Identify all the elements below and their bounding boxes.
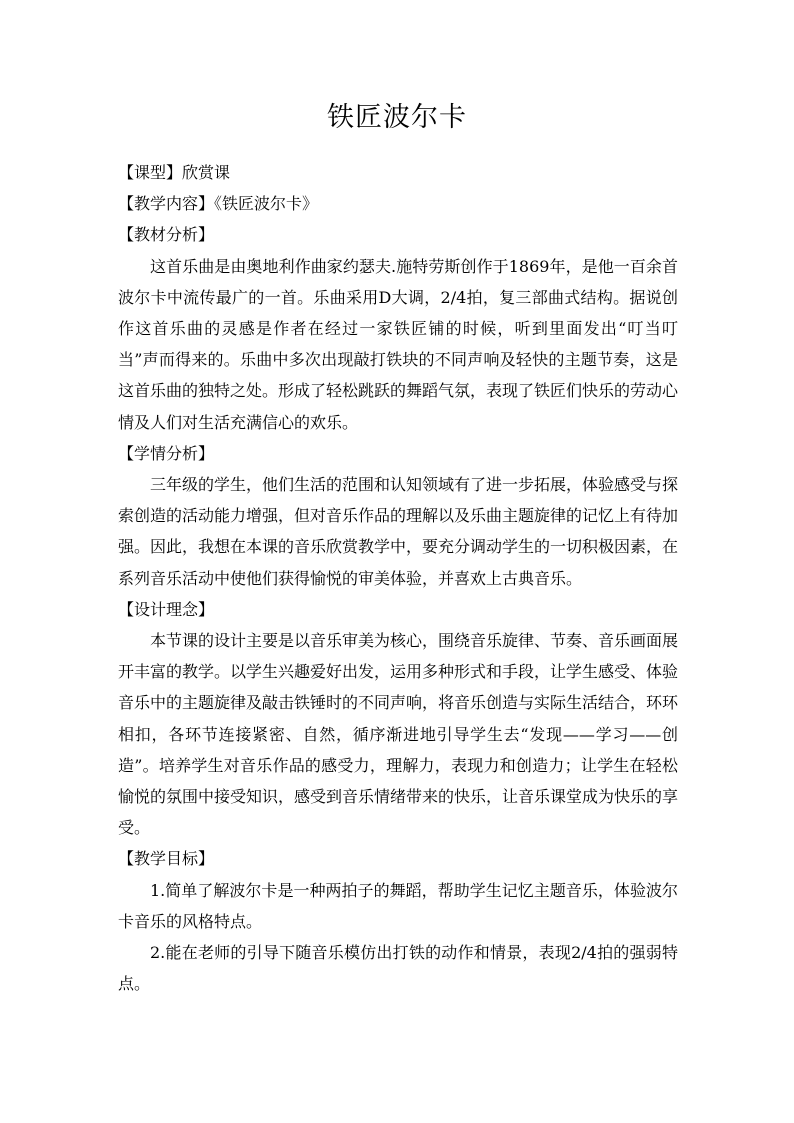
section-paragraph: 三年级的学生，他们生活的范围和认知领域有了进一步拓展，体验感受与探索创造的活动能力增强，但对音乐作品的理解以及乐曲主题旋律的记忆上有待加强。因此，我想在本课的音乐欣赏教学中，要充分调动学生的一切积极因素，在系列音乐活动中使他们获得愉悦的审美体验，并喜欢上古典音乐。 bbox=[118, 475, 679, 588]
section-design-concept bbox=[118, 594, 678, 844]
section-material-analysis bbox=[118, 219, 678, 437]
teaching-content-line: 【教学内容】《铁匠波尔卡》 bbox=[118, 194, 319, 214]
section-heading: 【学情分析】 bbox=[118, 443, 215, 463]
section-heading: 【教材分析】 bbox=[118, 225, 215, 245]
section-paragraph: 本节课的设计主要是以音乐审美为核心，围绕音乐旋律、节奏、音乐画面展开丰富的教学。以学生兴趣爱好出发，运用多种形式和手段，让学生感受、体验音乐中的主题旋律及敲击铁锤时的不同声响，将音乐创造与实际生活结合，环环相扣，各环节连接紧密、自然，循序渐进地引导学生去“发现——学习——创造”。培养学生对音乐作品的感受力，理解力，表现力和创造力；让学生在轻松愉悦的氛围中接受知识，感受到音乐情绪带来的快乐，让音乐课堂成为快乐的享受。 bbox=[118, 631, 679, 838]
section-teaching-goals bbox=[118, 843, 678, 999]
section-heading: 【教学目标】 bbox=[118, 849, 215, 869]
section-student-analysis bbox=[118, 438, 678, 594]
goal-item: 1.简单了解波尔卡是一种两拍子的舞蹈，帮助学生记忆主题音乐，体验波尔卡音乐的风格特点。 bbox=[118, 880, 678, 931]
goal-item: 2.能在老师的引导下随音乐模仿出打铁的动作和情景，表现2/4拍的强弱特点。 bbox=[118, 943, 678, 994]
lesson-type-line: 【课型】欣赏课 bbox=[118, 163, 231, 182]
section-heading: 【设计理念】 bbox=[118, 599, 215, 619]
document-title: 铁匠波尔卡 bbox=[327, 102, 467, 133]
section-paragraph: 这首乐曲是由奥地利作曲家约瑟夫.施特劳斯创作于1869年，是他一百余首波尔卡中流传最广的一首。乐曲采用D大调，2/4拍，复三部曲式结构。据说创作这首乐曲的灵感是作者在经过一家铁匠铺的时候，听到里面发出“叮当叮当”声而得来的。乐曲中多次出现敲打铁块的不同声响及轻快的主题节奏，这是这首乐曲的独特之处。形成了轻松跳跃的舞蹈气氛，表现了铁匠们快乐的劳动心情及人们对生活充满信心的欢乐。 bbox=[118, 256, 679, 432]
document-body bbox=[118, 157, 678, 999]
